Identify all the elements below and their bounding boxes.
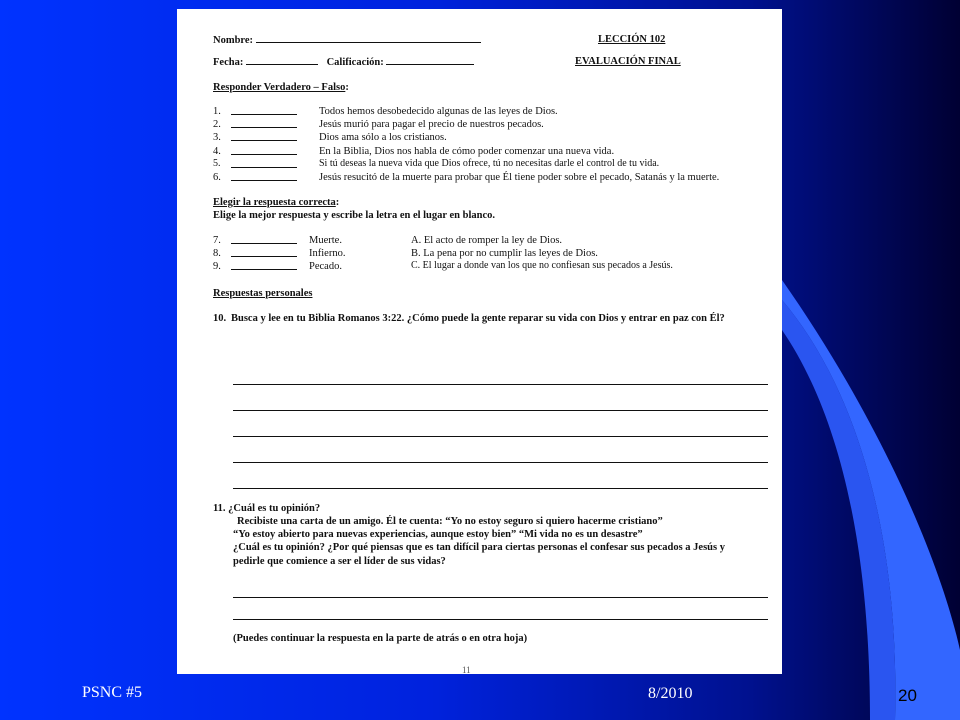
tf-item-2 xyxy=(213,118,773,131)
evaluacion-title: EVALUACIÓN FINAL xyxy=(575,56,681,67)
answer-line xyxy=(233,619,768,620)
answer-line xyxy=(233,597,768,598)
tf-item-5 xyxy=(213,158,773,171)
question-11-title: ¿Cuál es tu opinión? xyxy=(228,503,321,514)
answer-blank xyxy=(231,154,297,155)
header-row-1 xyxy=(213,33,773,55)
question-11-line-3: ¿Cuál es tu opinión? ¿Por qué piensas que es tan difícil para ciertas personas el confesar sus pecados a Jesús y pedirle que comience a ser el líder de sus vidas? xyxy=(233,542,725,567)
fecha-label: Fecha: xyxy=(213,57,244,68)
header-row-2 xyxy=(213,55,773,81)
mc-item-7 xyxy=(213,234,773,247)
mc-option: A. El acto de romper la ley de Dios. xyxy=(411,235,563,246)
footer-date: 8/2010 xyxy=(648,685,693,702)
item-number: 11. xyxy=(213,503,226,514)
slide-number: 20 xyxy=(898,686,917,705)
answer-line xyxy=(233,436,768,437)
item-number: 7. xyxy=(213,235,221,246)
question-11 xyxy=(213,502,773,568)
answer-blank xyxy=(231,180,297,181)
tf-item-1 xyxy=(213,105,773,118)
worksheet-page xyxy=(177,9,782,674)
question-10 xyxy=(213,312,761,325)
item-text: Dios ama sólo a los cristianos. xyxy=(319,132,447,144)
nombre-blank xyxy=(256,33,481,43)
section-mc-heading xyxy=(213,196,773,209)
mc-term: Muerte. xyxy=(309,235,342,246)
item-number: 6. xyxy=(213,171,221,183)
answer-blank xyxy=(231,140,297,141)
fecha-blank xyxy=(246,55,318,65)
question-10-text: Busca y lee en tu Biblia Romanos 3:22. ¿Cómo puede la gente reparar su vida con Dios y entrar en paz con Él? xyxy=(231,313,725,325)
question-11-line-2: “Yo estoy abierto para nuevas experiencias, aunque estoy bien” “Mi vida no es un desastre” xyxy=(233,529,643,541)
section-mc-title: Elegir la respuesta correcta xyxy=(213,196,336,208)
answer-blank xyxy=(231,256,297,257)
section-personal-title: Respuestas personales xyxy=(213,288,313,299)
item-text: Si tú deseas la nueva vida que Dios ofrece, tú no necesitas darle el control de tu vida. xyxy=(319,157,660,169)
item-number: 8. xyxy=(213,248,221,259)
answer-line xyxy=(233,488,768,489)
section-tf-heading xyxy=(213,81,773,94)
mc-option: C. El lugar a donde van los que no confiesan sus pecados a Jesús. xyxy=(411,260,673,271)
item-text: Jesús murió para pagar el precio de nuestros pecados. xyxy=(319,119,544,131)
item-number: 9. xyxy=(213,261,221,272)
calificacion-blank xyxy=(386,55,474,65)
item-number: 5. xyxy=(213,157,221,169)
answer-line xyxy=(233,410,768,411)
section-mc-colon: : xyxy=(335,196,340,208)
item-number: 1. xyxy=(213,106,221,118)
mc-term: Pecado. xyxy=(309,261,342,272)
item-number: 3. xyxy=(213,132,221,144)
mc-option: B. La pena por no cumplir las leyes de Dios. xyxy=(411,248,598,259)
item-number: 2. xyxy=(213,119,221,131)
tf-item-4 xyxy=(213,145,773,158)
item-number: 10. xyxy=(213,313,227,325)
question-11-line-1: Recibiste una carta de un amigo. Él te cuenta: “Yo no estoy seguro si quiero hacerme cristiano” xyxy=(237,516,663,528)
tf-item-6 xyxy=(213,171,773,184)
leccion-title: LECCIÓN 102 xyxy=(598,34,666,45)
item-text: Todos hemos desobedecido algunas de las leyes de Dios. xyxy=(319,106,558,118)
mc-item-8 xyxy=(213,247,773,260)
footer-left-text: PSNC #5 xyxy=(82,684,143,701)
tf-item-3 xyxy=(213,131,773,144)
nombre-label: Nombre: xyxy=(213,35,254,46)
section-mc-instructions: Elige la mejor respuesta y escribe la letra en el lugar en blanco. xyxy=(213,209,496,221)
item-number: 4. xyxy=(213,145,221,157)
item-text: Jesús resucitó de la muerte para probar que Él tiene poder sobre el pecado, Satanás y la muerte. xyxy=(319,171,720,183)
section-tf-colon: : xyxy=(345,82,349,93)
answer-blank xyxy=(231,167,297,168)
answer-blank xyxy=(231,127,297,128)
section-tf-title: Responder Verdadero – Falso xyxy=(213,82,346,93)
answer-blank xyxy=(231,114,297,115)
answer-blank xyxy=(231,243,297,244)
continue-note: (Puedes continuar la respuesta en la parte de atrás o en otra hoja) xyxy=(233,633,528,644)
page-number: 11 xyxy=(462,665,471,675)
calificacion-label: Calificación: xyxy=(326,57,384,68)
mc-item-9 xyxy=(213,260,773,273)
mc-term: Infierno. xyxy=(309,248,346,259)
answer-blank xyxy=(231,269,297,270)
answer-line xyxy=(233,384,768,385)
answer-line xyxy=(233,462,768,463)
item-text: En la Biblia, Dios nos habla de cómo poder comenzar una nueva vida. xyxy=(319,145,615,157)
